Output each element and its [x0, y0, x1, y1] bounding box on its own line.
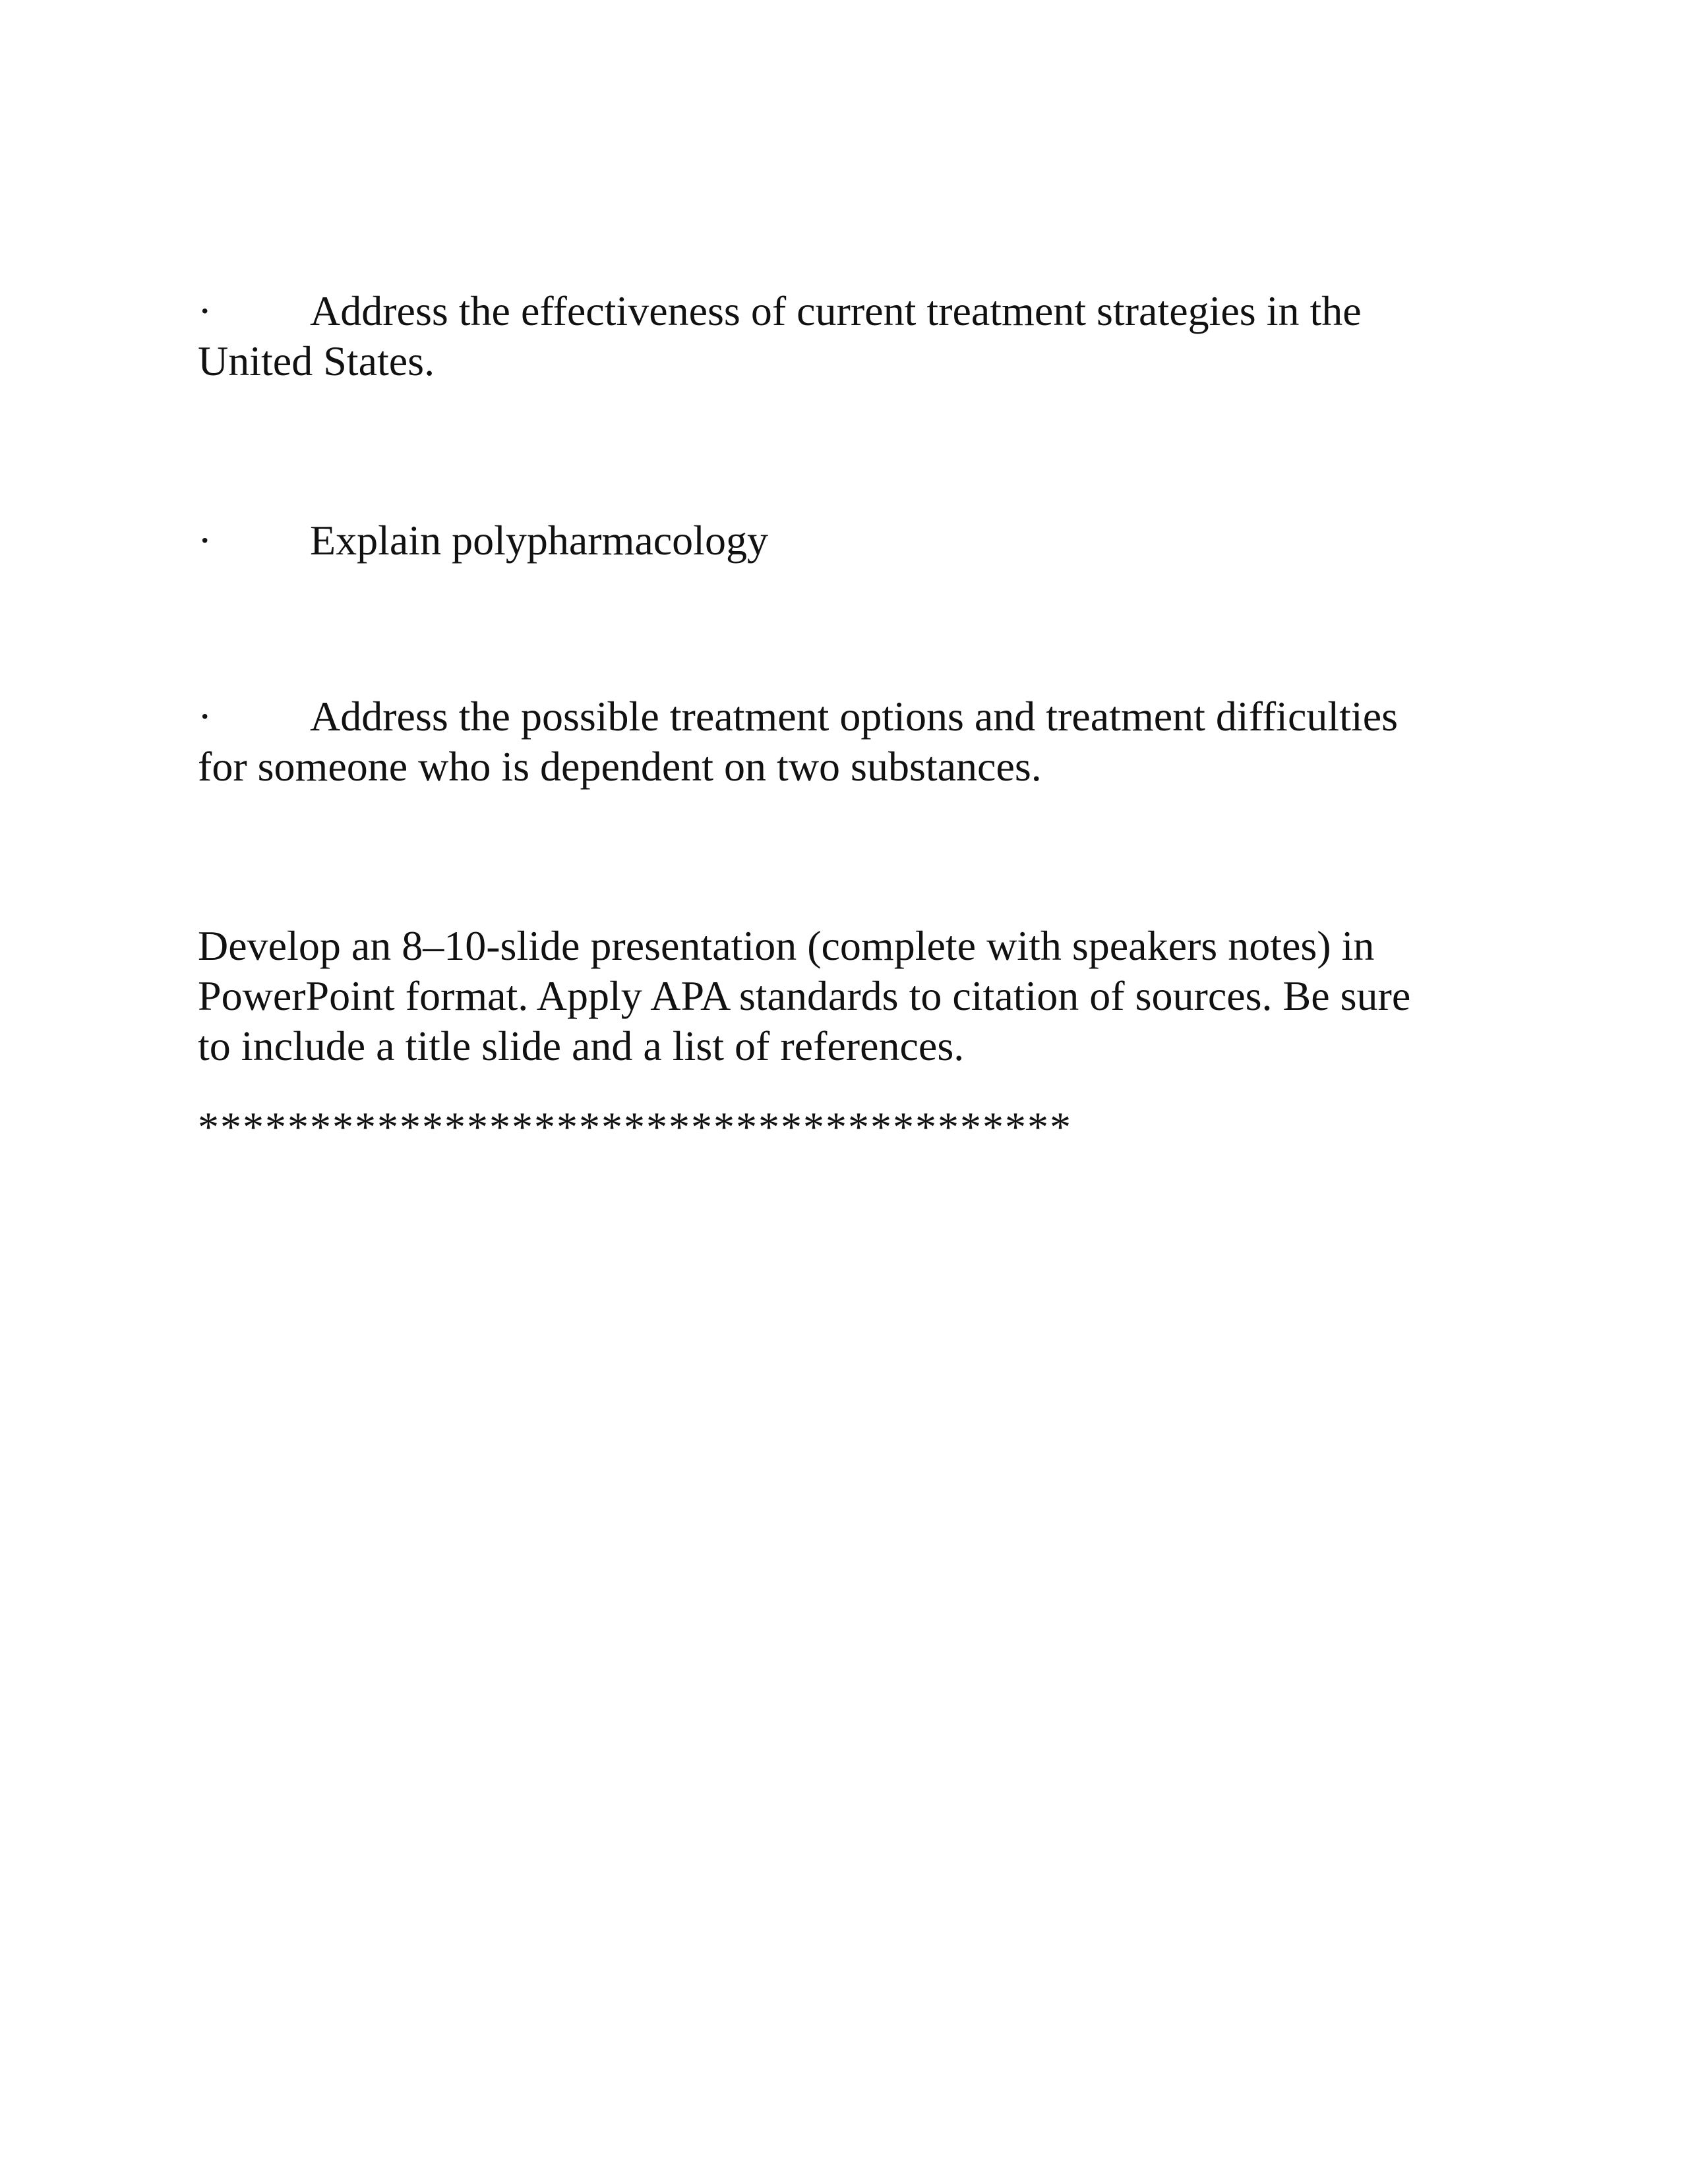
bullet-text: Address the possible treatment options and treatment difficulties	[310, 693, 1398, 740]
bullet-marker: ·	[198, 517, 212, 564]
bullet-first-line	[198, 286, 1503, 336]
instructions-paragraph	[198, 921, 1503, 1071]
asterisk-separator: ***************************************	[198, 1104, 1072, 1150]
bullet-text: Explain polypharmacology	[310, 517, 768, 564]
bullet-item-treatment-options	[198, 692, 1503, 792]
bullet-marker: ·	[198, 693, 212, 740]
bullet-continuation: for someone who is dependent on two substances.	[198, 743, 1042, 790]
instructions-line: to include a title slide and a list of references.	[198, 1022, 965, 1069]
bullet-first-line	[198, 516, 1503, 566]
bullet-text: Address the effectiveness of current treatment strategies in the	[310, 287, 1362, 334]
bullet-item-effectiveness	[198, 286, 1503, 386]
instructions-line: PowerPoint format. Apply APA standards to citation of sources. Be sure	[198, 972, 1411, 1019]
bullet-first-line	[198, 692, 1503, 742]
bullet-marker: ·	[198, 287, 212, 334]
bullet-continuation: United States.	[198, 338, 435, 384]
instructions-line: Develop an 8–10-slide presentation (complete with speakers notes) in	[198, 922, 1375, 969]
bullet-item-polypharmacology	[198, 516, 1503, 566]
